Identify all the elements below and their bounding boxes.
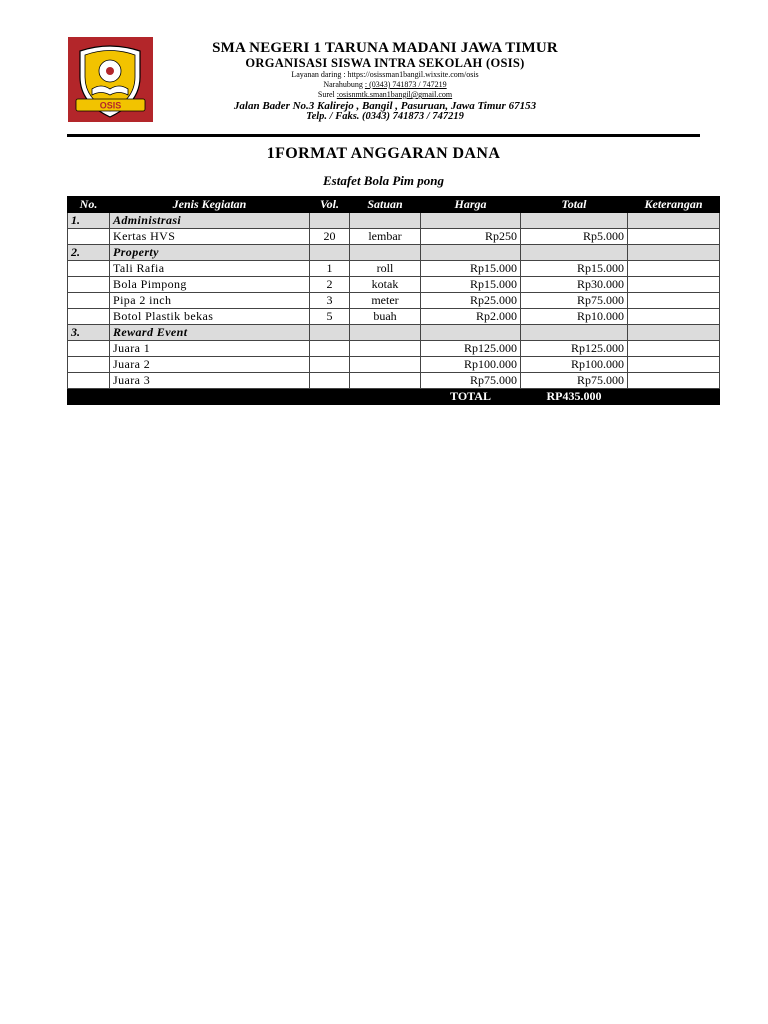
cell-price: Rp25.000	[421, 293, 521, 309]
col-header-notes: Keterangan	[628, 197, 720, 213]
col-header-price: Harga	[421, 197, 521, 213]
cell-activity: Property	[110, 245, 310, 261]
cell-volume	[310, 373, 350, 389]
cell-unit	[350, 357, 421, 373]
total-row	[68, 389, 720, 405]
cell-notes	[628, 277, 720, 293]
cell-price	[421, 325, 521, 341]
cell-notes	[628, 357, 720, 373]
cell-total	[521, 213, 628, 229]
contact-value[interactable]: : (0343) 741873 / 747219	[364, 80, 447, 89]
header-divider	[67, 134, 700, 137]
cell-unit	[350, 373, 421, 389]
table-row	[68, 341, 720, 357]
cell-total: Rp30.000	[521, 277, 628, 293]
cell-total: Rp15.000	[521, 261, 628, 277]
cell-no	[68, 373, 110, 389]
cell-total: Rp5.000	[521, 229, 628, 245]
cell-activity: Tali Rafia	[110, 261, 310, 277]
contact-line	[160, 80, 610, 89]
table-row	[68, 293, 720, 309]
cell-unit: kotak	[350, 277, 421, 293]
cell-notes	[628, 325, 720, 341]
cell-unit: lembar	[350, 229, 421, 245]
cell-unit	[350, 245, 421, 261]
cell-no: 1.	[68, 213, 110, 229]
email-line	[160, 90, 610, 99]
category-row	[68, 213, 720, 229]
cell-volume: 5	[310, 309, 350, 325]
cell-total: Rp75.000	[521, 293, 628, 309]
cell-no	[68, 277, 110, 293]
email-label: Surel	[317, 90, 337, 99]
email-value[interactable]: :osisnmtk.sman1bangil@gmail.com	[336, 90, 453, 99]
cell-price: Rp15.000	[421, 261, 521, 277]
cell-unit: buah	[350, 309, 421, 325]
cell-volume	[310, 213, 350, 229]
table-row	[68, 261, 720, 277]
col-header-volume: Vol.	[310, 197, 350, 213]
col-header-no: No.	[68, 197, 110, 213]
cell-price: Rp15.000	[421, 277, 521, 293]
address-line: Jalan Bader No.3 Kalirejo , Bangil , Pasuruan, Jawa Timur 67153	[233, 100, 537, 112]
cell-activity: Bola Pimpong	[110, 277, 310, 293]
cell-notes	[628, 245, 720, 261]
cell-unit: roll	[350, 261, 421, 277]
cell-activity: Juara 2	[110, 357, 310, 373]
cell-total: Rp75.000	[521, 373, 628, 389]
cell-price: Rp2.000	[421, 309, 521, 325]
cell-price: Rp125.000	[421, 341, 521, 357]
osis-emblem-icon	[68, 37, 153, 122]
table-row	[68, 309, 720, 325]
table-row	[68, 357, 720, 373]
cell-total: Rp10.000	[521, 309, 628, 325]
cell-volume	[310, 325, 350, 341]
cell-notes	[628, 293, 720, 309]
cell-unit	[350, 213, 421, 229]
cell-unit: meter	[350, 293, 421, 309]
cell-no: 3.	[68, 325, 110, 341]
phone-line: Telp. / Faks. (0343) 741873 / 747219	[306, 111, 464, 122]
website-line: Layanan daring : https://osissman1bangil.wixsite.com/osis	[291, 70, 479, 79]
cell-activity: Reward Event	[110, 325, 310, 341]
cell-total: Rp125.000	[521, 341, 628, 357]
cell-no	[68, 229, 110, 245]
cell-notes	[628, 309, 720, 325]
cell-volume: 1	[310, 261, 350, 277]
table-row	[68, 373, 720, 389]
col-header-unit: Satuan	[350, 197, 421, 213]
cell-volume: 20	[310, 229, 350, 245]
cell-volume: 2	[310, 277, 350, 293]
cell-no	[68, 293, 110, 309]
table-header-row	[68, 197, 720, 213]
total-value: RP435.000	[521, 389, 628, 405]
total-label: TOTAL	[421, 389, 521, 405]
cell-no	[68, 261, 110, 277]
cell-activity: Pipa 2 inch	[110, 293, 310, 309]
category-row	[68, 325, 720, 341]
cell-price: Rp250	[421, 229, 521, 245]
table-row	[68, 277, 720, 293]
cell-total	[521, 325, 628, 341]
cell-price	[421, 213, 521, 229]
logo-text: OSIS	[99, 100, 122, 111]
document-subtitle: Estafet Bola Pim pong	[323, 173, 444, 188]
cell-no	[68, 341, 110, 357]
osis-logo	[68, 37, 153, 122]
cell-notes	[628, 341, 720, 357]
cell-activity: Juara 3	[110, 373, 310, 389]
cell-activity: Juara 1	[110, 341, 310, 357]
cell-no: 2.	[68, 245, 110, 261]
cell-notes	[628, 213, 720, 229]
table-row	[68, 229, 720, 245]
cell-notes	[628, 373, 720, 389]
cell-no	[68, 309, 110, 325]
cell-notes	[628, 261, 720, 277]
cell-volume	[310, 245, 350, 261]
cell-activity: Kertas HVS	[110, 229, 310, 245]
col-header-activity: Jenis Kegiatan	[110, 197, 310, 213]
organization-name: ORGANISASI SISWA INTRA SEKOLAH (OSIS)	[245, 56, 525, 70]
cell-total	[521, 245, 628, 261]
cell-unit	[350, 325, 421, 341]
cell-price: Rp100.000	[421, 357, 521, 373]
category-row	[68, 245, 720, 261]
contact-label: Narahubung	[323, 80, 365, 89]
col-header-total: Total	[521, 197, 628, 213]
cell-price	[421, 245, 521, 261]
school-name: SMA NEGERI 1 TARUNA MADANI JAWA TIMUR	[212, 40, 558, 56]
cell-volume	[310, 357, 350, 373]
document-title: 1FORMAT ANGGARAN DANA	[266, 145, 501, 162]
cell-no	[68, 357, 110, 373]
cell-activity: Botol Plastik bekas	[110, 309, 310, 325]
budget-table	[67, 196, 720, 405]
cell-volume	[310, 341, 350, 357]
cell-volume: 3	[310, 293, 350, 309]
cell-unit	[350, 341, 421, 357]
cell-total: Rp100.000	[521, 357, 628, 373]
cell-price: Rp75.000	[421, 373, 521, 389]
cell-notes	[628, 229, 720, 245]
cell-activity: Administrasi	[110, 213, 310, 229]
